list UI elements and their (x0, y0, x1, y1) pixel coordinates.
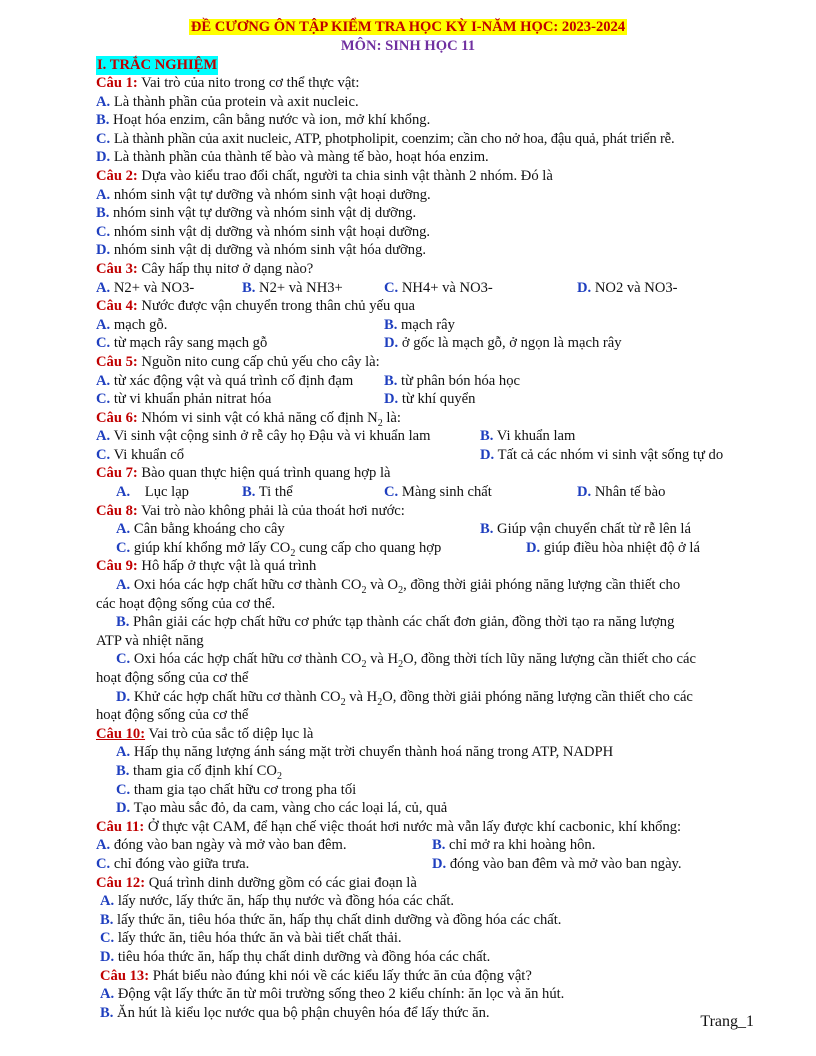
question-text: Vai trò của nito trong cơ thể thực vật: (137, 75, 360, 91)
options-row (96, 279, 756, 298)
option-a: A. nhóm sinh vật tự dưỡng và nhóm sinh vật hoại dưỡng. (96, 186, 431, 203)
option-a: A. Cân bằng khoáng cho cây (116, 521, 285, 538)
question-9: Câu 9: Hô hấp ở thực vật là quá trình (96, 558, 317, 575)
option-d: D. nhóm sinh vật dị dưỡng và nhóm sinh vật hóa dưỡng. (96, 242, 427, 259)
option-d: D. Tất cả các nhóm vi sinh vật sống tự do (480, 446, 724, 463)
section-heading: I. TRẮC NGHIỆM (97, 57, 218, 73)
question-2: Câu 2: Dựa vào kiểu trao đổi chất, người ta chia sinh vật thành 2 nhóm. Đó là (96, 167, 553, 184)
question-7: Câu 7: Bào quan thực hiện quá trình quang hợp là (96, 465, 391, 482)
option-b: B. Hoạt hóa enzim, cân bằng nước và ion, mở khí khổng. (96, 112, 431, 129)
option-b: B. tham gia cố định khí $CO_2$ (116, 762, 282, 782)
option-b: B. từ phân bón hóa học (384, 372, 521, 389)
options-row (96, 372, 756, 391)
option-d: D. ở gốc là mạch gỗ, ở ngọn là mạch rây (384, 335, 622, 352)
options-row (96, 855, 756, 874)
option-c: C. từ vi khuẩn phản nitrat hóa (96, 391, 272, 408)
question-5: Câu 5: Nguồn nito cung cấp chủ yếu cho cây là: (96, 353, 380, 370)
options-row (96, 836, 756, 855)
option-c: C. Oxi hóa các hợp chất hữu cơ thành $CO_2$ và $H_2O$, đồng thời tích lũy năng lượng cần thiết cho các (116, 651, 696, 671)
option-a: A. Lục lạp (116, 484, 189, 501)
option-d-cont: hoạt động sống của cơ thể (96, 707, 249, 724)
option-a: A. Là thành phần của protein và axit nucleic. (96, 93, 359, 110)
option-d: D. Nhân tế bào (577, 484, 666, 501)
page-subtitle: MÔN: SINH HỌC 11 (340, 38, 476, 54)
question-11: Câu 11: Ở thực vật CAM, để hạn chế việc thoát hơi nước mà vẫn lấy được khí cacbonic, khí khổng: (96, 818, 682, 835)
options-row (96, 520, 756, 539)
option-b: B. mạch rây (384, 316, 455, 333)
option-d: D. giúp điều hòa nhiệt độ ở lá (526, 539, 700, 556)
question-1 (96, 74, 756, 93)
options-row (96, 483, 756, 502)
options-row (96, 427, 756, 446)
option-d: D. NO2 và NO3- (577, 279, 678, 296)
question-8: Câu 8: Vai trò nào không phải là của thoát hơi nước: (96, 502, 405, 519)
question-13: Câu 13: Phát biểu nào đúng khi nói về các kiểu lấy thức ăn của động vật? (100, 967, 532, 984)
option-b: B. N2+ và NH3+ (242, 279, 343, 296)
option-a: A. đóng vào ban ngày và mở vào ban đêm. (96, 837, 347, 854)
option-c: C. NH4+ và NO3- (384, 279, 493, 296)
option-b-cont: ATP và nhiệt năng (96, 632, 204, 649)
option-c: C. chỉ đóng vào giữa trưa. (96, 855, 250, 872)
options-row (96, 539, 756, 558)
page-number: Trang_1 (700, 1013, 754, 1030)
page-title: ĐỀ CƯƠNG ÔN TẬP KIỂM TRA HỌC KỲ I-NĂM HỌC: 2023-2024 (190, 19, 626, 35)
option-b: B. lấy thức ăn, tiêu hóa thức ăn, hấp thụ chất dinh dưỡng và đồng hóa các chất. (100, 911, 562, 928)
options-row (96, 390, 756, 409)
option-a: A. Oxi hóa các hợp chất hữu cơ thành $CO_2$ và $O_2$, đồng thời giải phóng năng lượng cần thiết cho (116, 577, 681, 596)
option-d: D. từ khí quyển (384, 391, 476, 408)
option-a: A. mạch gỗ. (96, 316, 168, 333)
option-c: C. Là thành phần của axit nucleic, ATP, photpholipit, coenzim; cần cho nở hoa, đậu quả, phát triển rễ. (96, 130, 675, 147)
option-c: C. nhóm sinh vật dị dưỡng và nhóm sinh vật hoại dưỡng. (96, 223, 431, 240)
option-d: D. tiêu hóa thức ăn, hấp thụ chất dinh dưỡng và đồng hóa các chất. (100, 948, 491, 965)
options-row (96, 446, 756, 465)
option-b: B. Giúp vận chuyển chất từ rễ lên lá (480, 521, 691, 538)
option-b: B. Phân giải các hợp chất hữu cơ phức tạp thành các chất đơn giản, đồng thời tạo ra năng lượng (116, 614, 675, 631)
options-row (96, 334, 756, 353)
option-c: C. từ mạch rây sang mạch gỗ (96, 335, 268, 352)
question-number: Câu 1: (96, 75, 138, 91)
question-3: Câu 3: Cây hấp thụ nitơ ở dạng nào? (96, 260, 314, 277)
option-c: C. tham gia tạo chất hữu cơ trong pha tối (116, 781, 357, 798)
option-c: C. lấy thức ăn, tiêu hóa thức ăn và bài tiết chất thải. (100, 930, 402, 947)
option-a-cont: các hoạt động sống của cơ thể. (96, 595, 276, 612)
question-6: Câu 6: Nhóm vi sinh vật có khả năng cố định $N_2$ là: (96, 409, 401, 429)
option-d: D. Là thành phần của thành tế bào và màng tế bào, hoạt hóa enzim. (96, 149, 489, 166)
option-b: B. nhóm sinh vật tự dưỡng và nhóm sinh vật dị dưỡng. (96, 205, 417, 222)
option-b: B. Ăn hút là kiểu lọc nước qua bộ phận chuyên hóa để lấy thức ăn. (100, 1004, 490, 1021)
option-b: B. Vi khuẩn lam (480, 428, 576, 445)
option-a: A. lấy nước, lấy thức ăn, hấp thụ nước và đồng hóa các chất. (100, 893, 455, 910)
question-4: Câu 4: Nước được vận chuyển trong thân chủ yếu qua (96, 298, 416, 315)
option-b: B. chỉ mở ra khi hoàng hôn. (432, 837, 596, 854)
option-a: A. Vi sinh vật cộng sinh ở rễ cây họ Đậu và vi khuẩn lam (96, 428, 431, 445)
option-b: B. Ti thể (242, 484, 293, 501)
question-10: Câu 10: Vai trò của sắc tố diệp lục là (96, 725, 314, 742)
option-a: A. Động vật lấy thức ăn từ môi trường sống theo 2 kiểu chính: ăn lọc và ăn hút. (100, 986, 565, 1003)
option-a: A. từ xác động vật và quá trình cố định đạm (96, 372, 354, 389)
title-row (0, 18, 816, 37)
option-c-cont: hoạt động sống của cơ thể (96, 670, 249, 686)
question-12: Câu 12: Quá trình dinh dưỡng gồm có các giai đoạn là (96, 874, 417, 891)
option-c: C. Vi khuẩn cổ (96, 446, 185, 463)
option-c: C. giúp khí khổng mở lấy $CO_2$ cung cấp cho quang hợp (116, 539, 442, 559)
option-d: D. Khử các hợp chất hữu cơ thành $CO_2$ và $H_2O$, đồng thời giải phóng năng lượng cần thiết cho các (116, 688, 693, 708)
option-c: C. Màng sinh chất (384, 484, 492, 501)
question-list (96, 74, 756, 1022)
option-d: D. Tạo màu sắc đỏ, da cam, vàng cho các loại lá, củ, quả (116, 800, 448, 817)
option-a: A. N2+ và NO3- (96, 279, 195, 296)
option-a: A. Hấp thụ năng lượng ánh sáng mặt trời chuyển thành hoá năng trong ATP, NADPH (116, 744, 614, 761)
options-row (96, 316, 756, 335)
option-d: D. đóng vào ban đêm và mở vào ban ngày. (432, 855, 682, 872)
